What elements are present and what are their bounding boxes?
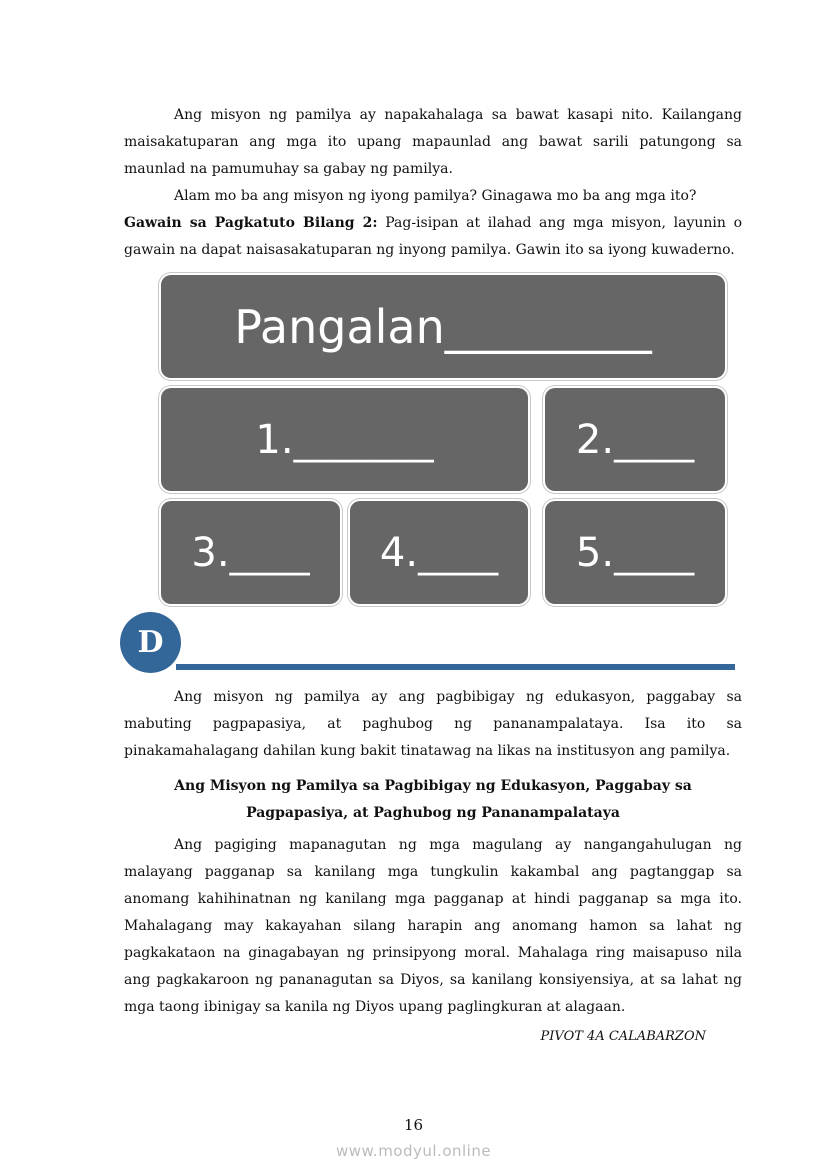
item-5-label: 5.____ <box>575 529 695 576</box>
section-d-badge <box>120 612 181 673</box>
item-3-label: 3.____ <box>191 529 310 576</box>
intro-text: Ang misyon ng pamilya ay napakahalaga sa bawat kasapi nito. Kailangang maisakatuparan ang mga ito upang mapaunlad ang bawat sarili patungong sa maunlad na pamumuhay sa gabay ng pamilya. <box>124 107 742 177</box>
page-number: 16 <box>404 1116 424 1134</box>
question-paragraph <box>124 183 742 210</box>
section-letter: D <box>137 625 164 660</box>
section-paragraph <box>124 684 742 765</box>
intro-paragraph <box>124 102 742 183</box>
footer-pivot: PIVOT 4A CALABARZON <box>540 1029 706 1044</box>
page-content <box>124 0 742 1047</box>
item-box-5 <box>545 501 725 604</box>
item-2-label: 2.____ <box>575 416 695 463</box>
item-box-3 <box>161 501 340 604</box>
activity-paragraph <box>124 210 742 264</box>
mission-diagram <box>124 272 742 612</box>
section-divider <box>176 664 735 670</box>
section-heading-line2: Pagpapasiya, at Paghubog ng Pananampalataya <box>246 805 620 821</box>
body-text: Ang pagiging mapanagutan ng mga magulang ay nangangahulugan ng malayang pagganap sa kanilang mga tungkulin kakambal ang pagtanggap sa anomang kahihinatnan ng kanilang mga pagganap at hindi pagganap sa mga ito. Mahalagang may kakayahan silang harapin ang anomang hamon sa lahat ng pagkakataon na ginagabayan ng prinsipyong moral. Mahalaga ring maisapuso nila ang pagkakaroon ng pananagutan sa Diyos, sa kanilang konsiyensiya, at sa lahat ng mga taong ibinigay sa kanila ng Diyos upang paglingkuran at alagaan. <box>124 837 742 1015</box>
item-1-label: 1._______ <box>255 416 434 463</box>
watermark: www.modyul.online <box>336 1142 492 1160</box>
section-heading-line1: Ang Misyon ng Pamilya sa Pagbibigay ng Edukasyon, Paggabay sa <box>174 778 692 794</box>
section-header <box>124 612 742 684</box>
activity-label: Gawain sa Pagkatuto Bilang 2: <box>124 215 378 231</box>
name-box <box>161 275 725 378</box>
section-text: Ang misyon ng pamilya ay ang pagbibigay ng edukasyon, paggabay sa mabuting pagpapasiya, at paghubog ng pananampalataya. Isa ito sa pinakamahalagang dahilan kung bakit tinatawag na likas na institusyon ang pamilya. <box>124 689 742 759</box>
item-box-4 <box>350 501 528 604</box>
body-paragraph <box>124 832 742 1021</box>
item-4-label: 4.____ <box>379 529 499 576</box>
name-label: Pangalan_________ <box>234 299 652 354</box>
item-box-2 <box>545 388 725 491</box>
item-box-1 <box>161 388 528 491</box>
question-text: Alam mo ba ang misyon ng iyong pamilya? Ginagawa mo ba ang mga ito? <box>174 188 697 204</box>
activity-text: Pag-isipan at ilahad ang mga misyon, layunin o gawain na dapat naisasakatuparan ng inyong pamilya. Gawin ito sa iyong kuwaderno. <box>124 215 743 258</box>
